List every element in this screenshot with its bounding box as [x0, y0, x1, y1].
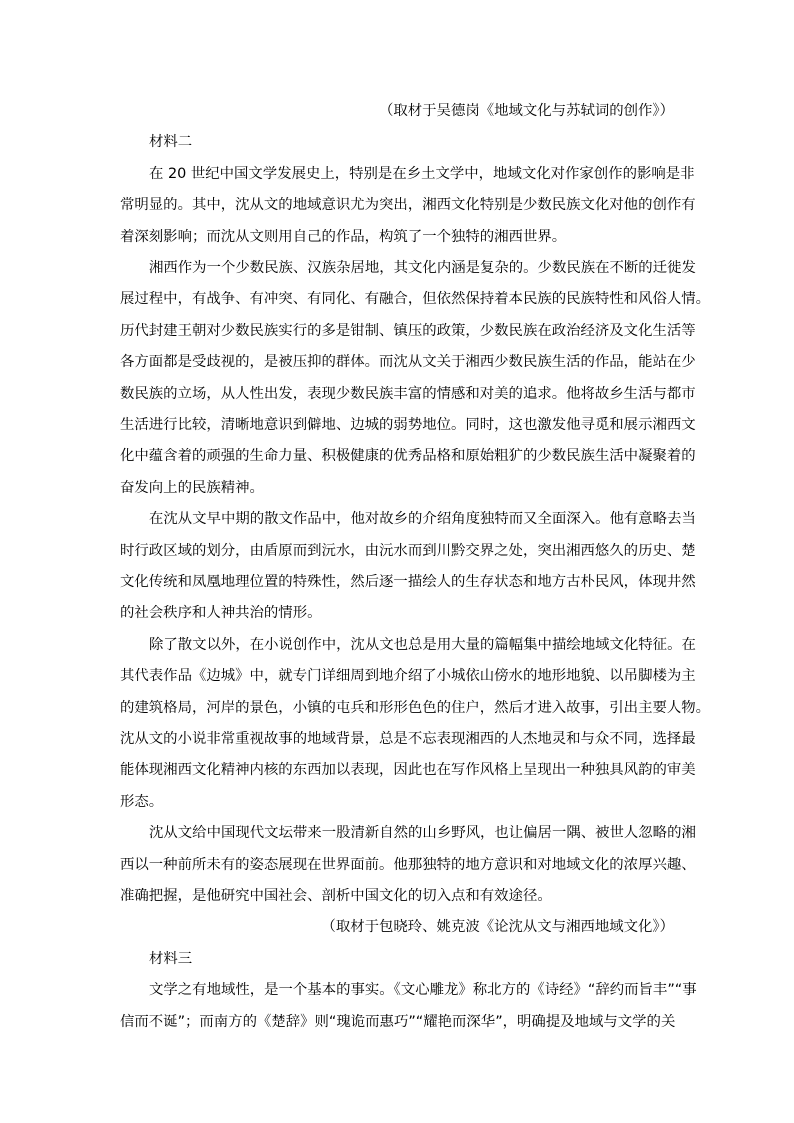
paragraph-line: 奋发向上的民族精神。 [120, 479, 264, 496]
paragraph-line: 数民族的立场，从人性出发，表现少数民族丰富的情感和对美的追求。他将故乡生活与都市 [120, 385, 696, 402]
paragraph-line: 的建筑格局，河岸的景色，小镇的屯兵和形形色色的住户，然后才进入故事，引出主要人物。 [120, 699, 711, 716]
source-citation: （取材于包晓玲、姚克波《论沈从文与湘西地域文化》） [321, 919, 674, 936]
source-citation: （取材于吴德岗《地域文化与苏轼词的创作》） [378, 103, 674, 119]
paragraph-line: 准确把握，是他研究中国社会、剖析中国文化的切入点和有效途径。 [120, 888, 552, 904]
material-heading: 材料三 [149, 950, 193, 967]
paragraph-line: 展过程中，有战争、有冲突、有同化、有融合，但依然保持着本民族的民族特性和风俗人情。 [120, 291, 711, 308]
paragraph-line: 时行政区域的划分，由盾原而到沅水，由沅水而到川黔交界之处，突出湘西悠久的历史、楚 [120, 542, 696, 559]
paragraph-line: 除了散文以外，在小说创作中，沈从文也总是用大量的篇幅集中描绘地域文化特征。在 [149, 636, 696, 653]
paragraph-line: 生活进行比较，清晰地意识到僻地、边城的弱势地位。同时，这也激发他寻觅和展示湘西文 [120, 417, 696, 433]
paragraph-line: 常明显的。其中，沈从文的地域意识尤为突出，湘西文化特别是少数民族文化对他的创作有 [120, 197, 696, 214]
paragraph-line: 信而不诞”；而南方的《楚辞》则“瑰诡而惠巧”“耀艳而深华”，明确提及地域与文学的关 [120, 1013, 676, 1030]
paragraph-line: 各方面都是受歧视的，是被压抑的群体。而沈从文关于湘西少数民族生活的作品，能站在少 [120, 354, 696, 371]
paragraph-line: 的社会秩序和人神共治的情形。 [120, 605, 322, 622]
paragraph-line: 化中蕴含着的顽强的生命力量、积极健康的优秀品格和原始粗犷的少数民族生活中凝聚着的 [120, 448, 696, 465]
paragraph-line: 能体现湘西文化精神内核的东西加以表现，因此也在写作风格上呈现出一种独具风韵的审美 [120, 762, 696, 779]
paragraph-line: 沈从文的小说非常重视故事的地域背景，总是不忘表现湘西的人杰地灵和与众不同，选择最 [120, 731, 696, 747]
paragraph-line: 着深刻影响；而沈从文则用自己的作品，构筑了一个独特的湘西世界。 [120, 228, 567, 245]
paragraph-line: 形态。 [120, 793, 164, 810]
paragraph-line: 在沈从文早中期的散文作品中，他对故乡的介绍角度独特而又全面深入。他有意略去当 [149, 511, 696, 528]
paragraph-line: 沈从文给中国现代文坛带来一股清新自然的山乡野风，也让偏居一隅、被世人忽略的湘 [149, 825, 696, 842]
paragraph-line: 文化传统和凤凰地理位置的特殊性，然后逐一描绘人的生存状态和地方古朴民风，体现井然 [120, 574, 696, 590]
paragraph-line: 西以一种前所未有的姿态展现在世界面前。他那独特的地方意识和对地域文化的浓厚兴趣、 [120, 856, 696, 873]
paragraph-line: 湘西作为一个少数民族、汉族杂居地，其文化内涵是复杂的。少数民族在不断的迁徙发 [149, 260, 696, 276]
paragraph-line: 在 20 世纪中国文学发展史上，特别是在乡土文学中，地域文化对作家创作的影响是非 [149, 165, 695, 182]
paragraph-line: 历代封建王朝对少数民族实行的多是钳制、镇压的政策，少数民族在政治经济及文化生活等 [120, 322, 696, 339]
material-heading: 材料二 [149, 134, 193, 151]
paragraph-line: 文学之有地域性，是一个基本的事实。《文心雕龙》称北方的《诗经》“辞约而旨丰”“事 [149, 982, 697, 999]
paragraph-line: 其代表作品《边城》中，就专门详细周到地介绍了小城依山傍水的地形地貌、以吊脚楼为主 [120, 668, 696, 685]
